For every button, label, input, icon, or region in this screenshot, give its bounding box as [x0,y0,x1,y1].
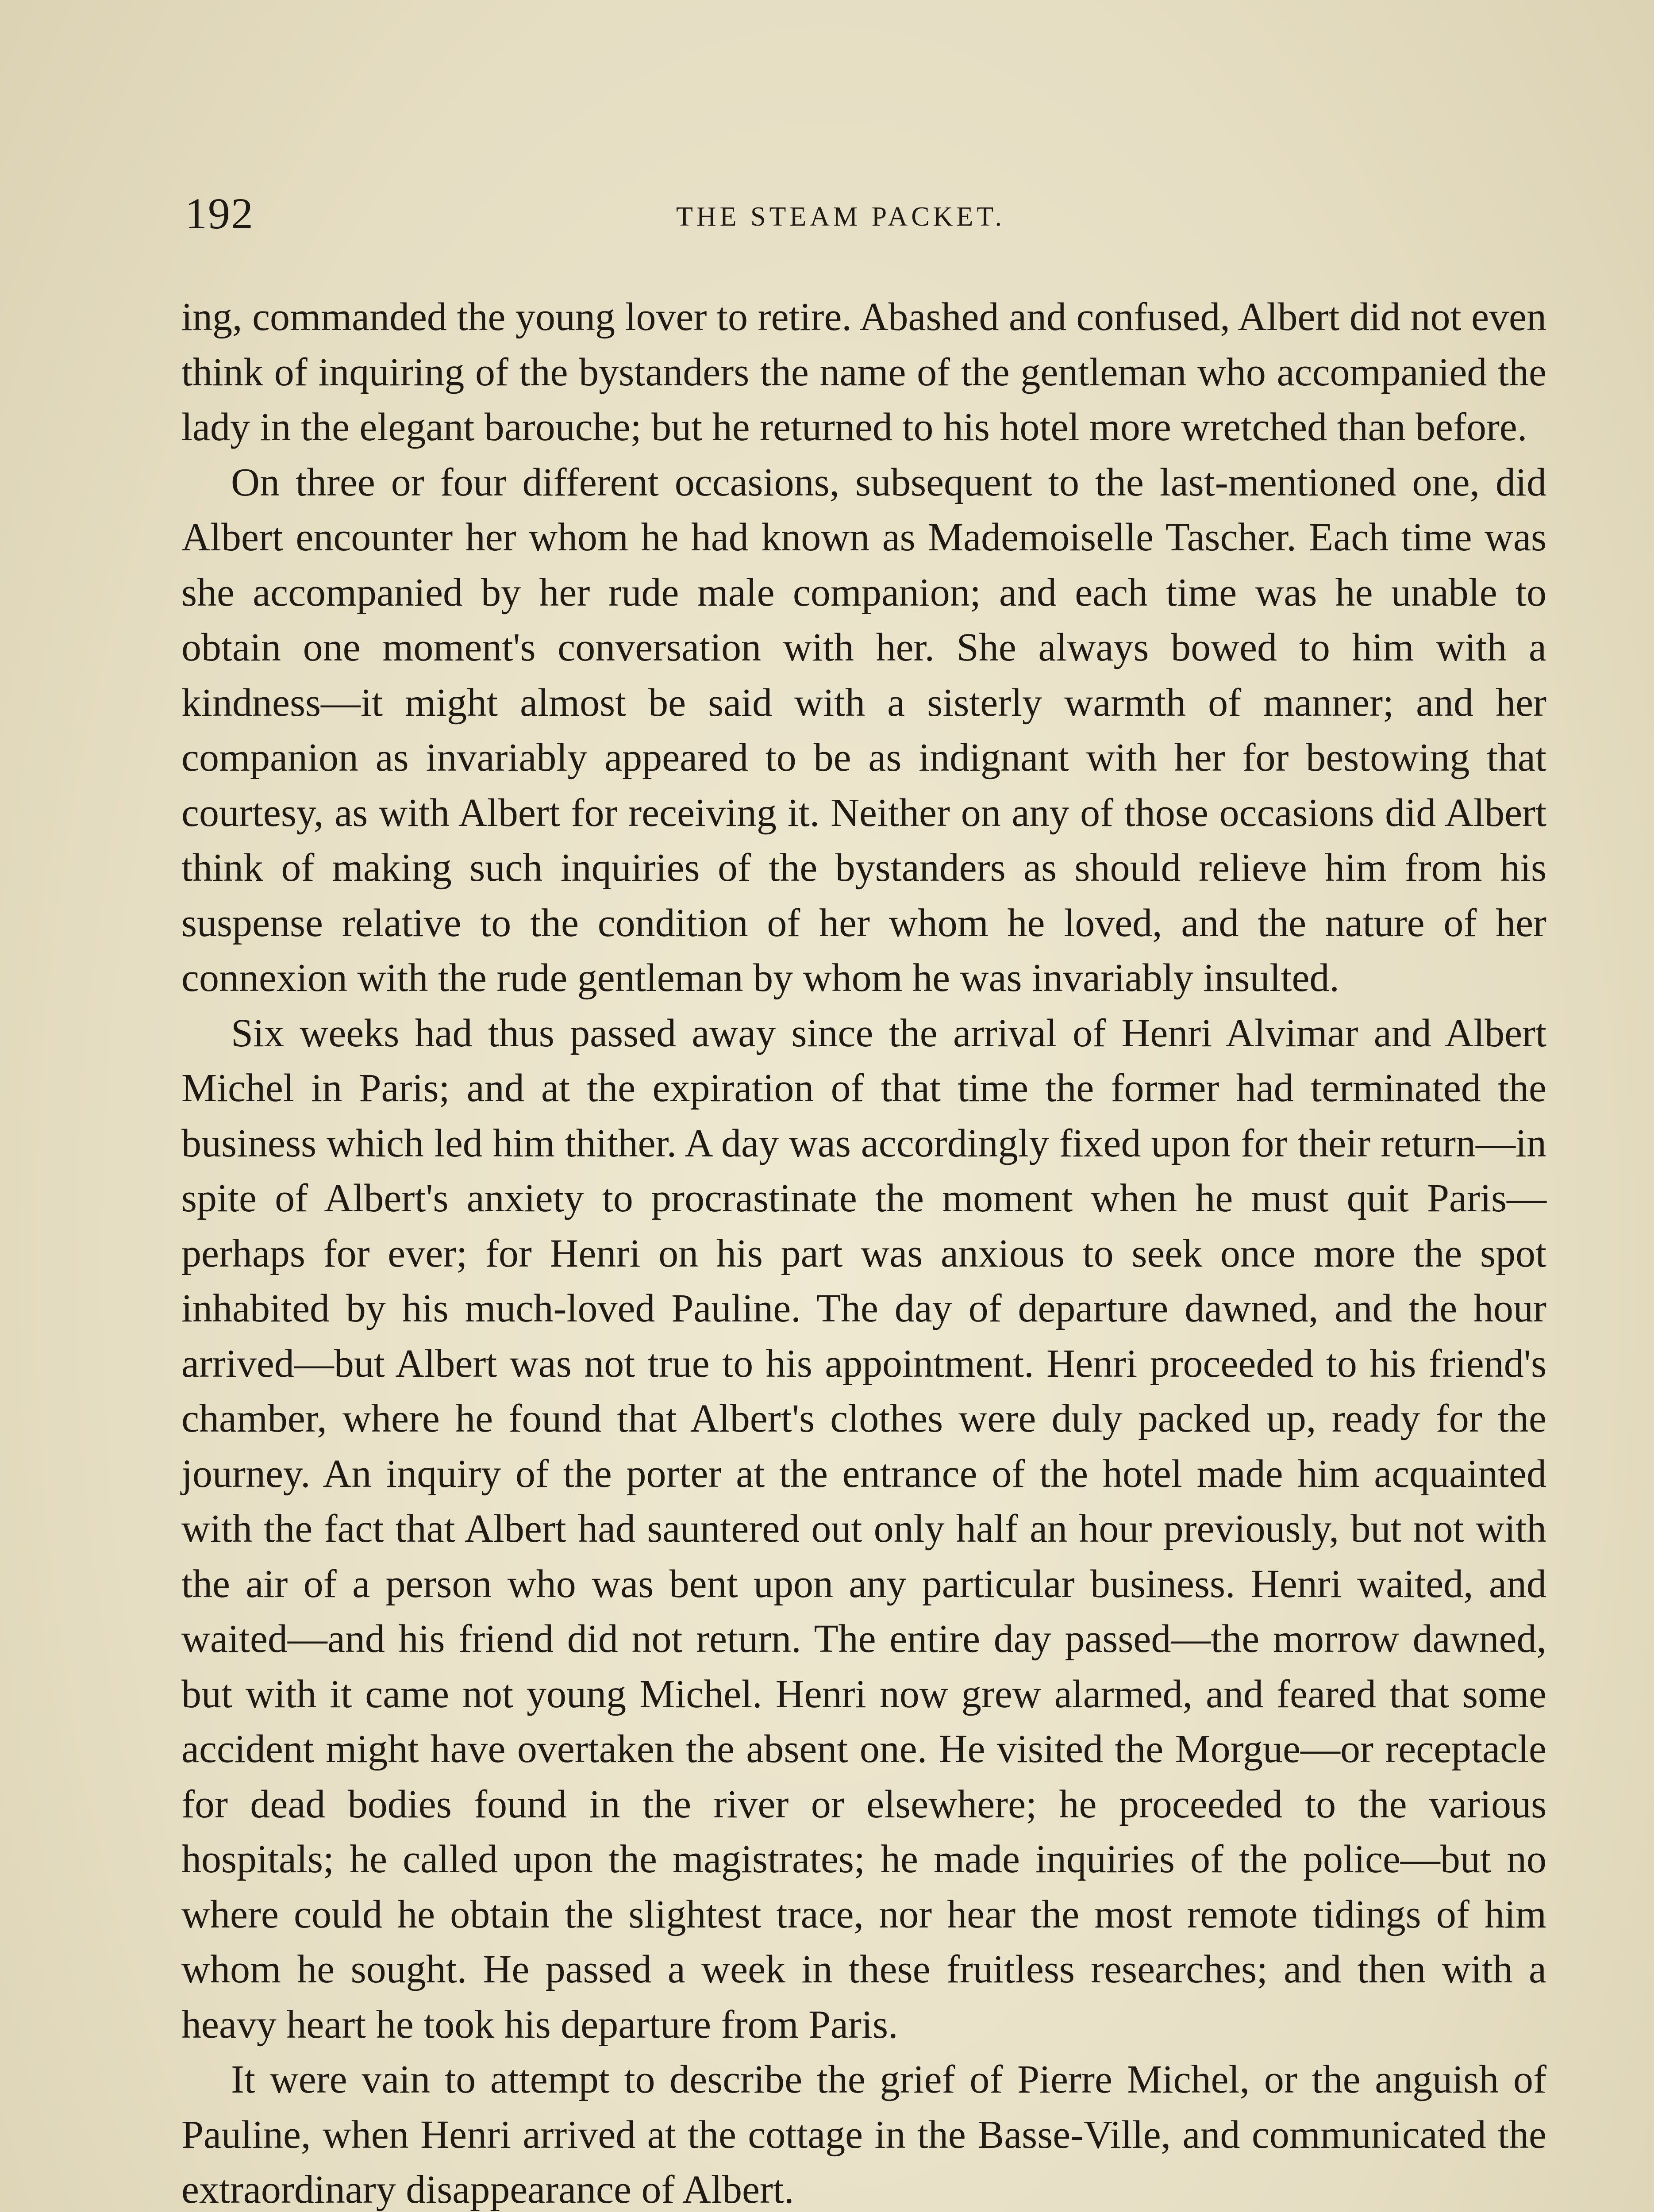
paragraph: On three or four different occasions, subsequent to the last-mentioned one, did Albert encounter her whom he had known as Mademoiselle Tascher. Each time was she accompanied by her rude male companion; and each time was he unable to obtain one moment's conversation with her. She always bowed to him with a kindness—it might almost be said with a sisterly warmth of manner; and her companion as invariably appeared to be as indignant with her for bestowing that courtesy, as with Albert for receiving it. Neither on any of those occasions did Albert think of making such inquiries of the bystanders as should relieve him from his suspense relative to the condition of her whom he loved, and the nature of her connexion with the rude gentleman by whom he was invariably insulted. [181,460,1546,1000]
paragraph: Six weeks had thus passed away since the arrival of Henri Alvimar and Albert Michel in Paris; and at the expiration of that time the former had terminated the business which led him thither. A day was accordingly fixed upon for their return—in spite of Albert's anxiety to procrastinate the moment when he must quit Paris—perhaps for ever; for Henri on his part was anxious to seek once more the spot inhabited by his much-loved Pauline. The day of departure dawned, and the hour arrived—but Albert was not true to his appointment. Henri proceeded to his friend's chamber, where he found that Albert's clothes were duly packed up, ready for the journey. An inquiry of the porter at the entrance of the hotel made him acquainted with the fact that Albert had sauntered out only half an hour previously, but not with the air of a person who was bent upon any particular business. Henri waited, and waited—and his friend did not return. The entire day passed—the morrow dawned, but with it came not young Michel. Henri now grew alarmed, and feared that some accident might have overtaken the absent one. He visited the Morgue—or receptacle for dead bodies found in the river or elsewhere; he proceeded to the various hospitals; he called upon the magistrates; he made inquiries of the police—but no where could he obtain the slightest trace, nor hear the most remote tidings of him whom he sought. He passed a week in these fruitless researches; and then with a heavy heart he took his departure from Paris. [181,1011,1546,2047]
page-header [185,188,1654,237]
paragraph: It were vain to attempt to describe the grief of Pierre Michel, or the anguish of Pauline, when Henri arrived at the cottage in the Basse-Ville, and communicated the extraordinary disappearance of Albert. [181,2058,1546,2212]
paragraph-continued: ing, commanded the young lover to retire. Abashed and confused, Albert did not even think of inquiring of the bystanders the name of the gentleman who accompanied the lady in the elegant barouche; but he returned to his hotel more wretched than before. [181,295,1546,449]
running-head: THE STEAM PACKET. [676,202,1005,232]
body-text [181,290,1546,2212]
page-number: 192 [185,189,254,238]
